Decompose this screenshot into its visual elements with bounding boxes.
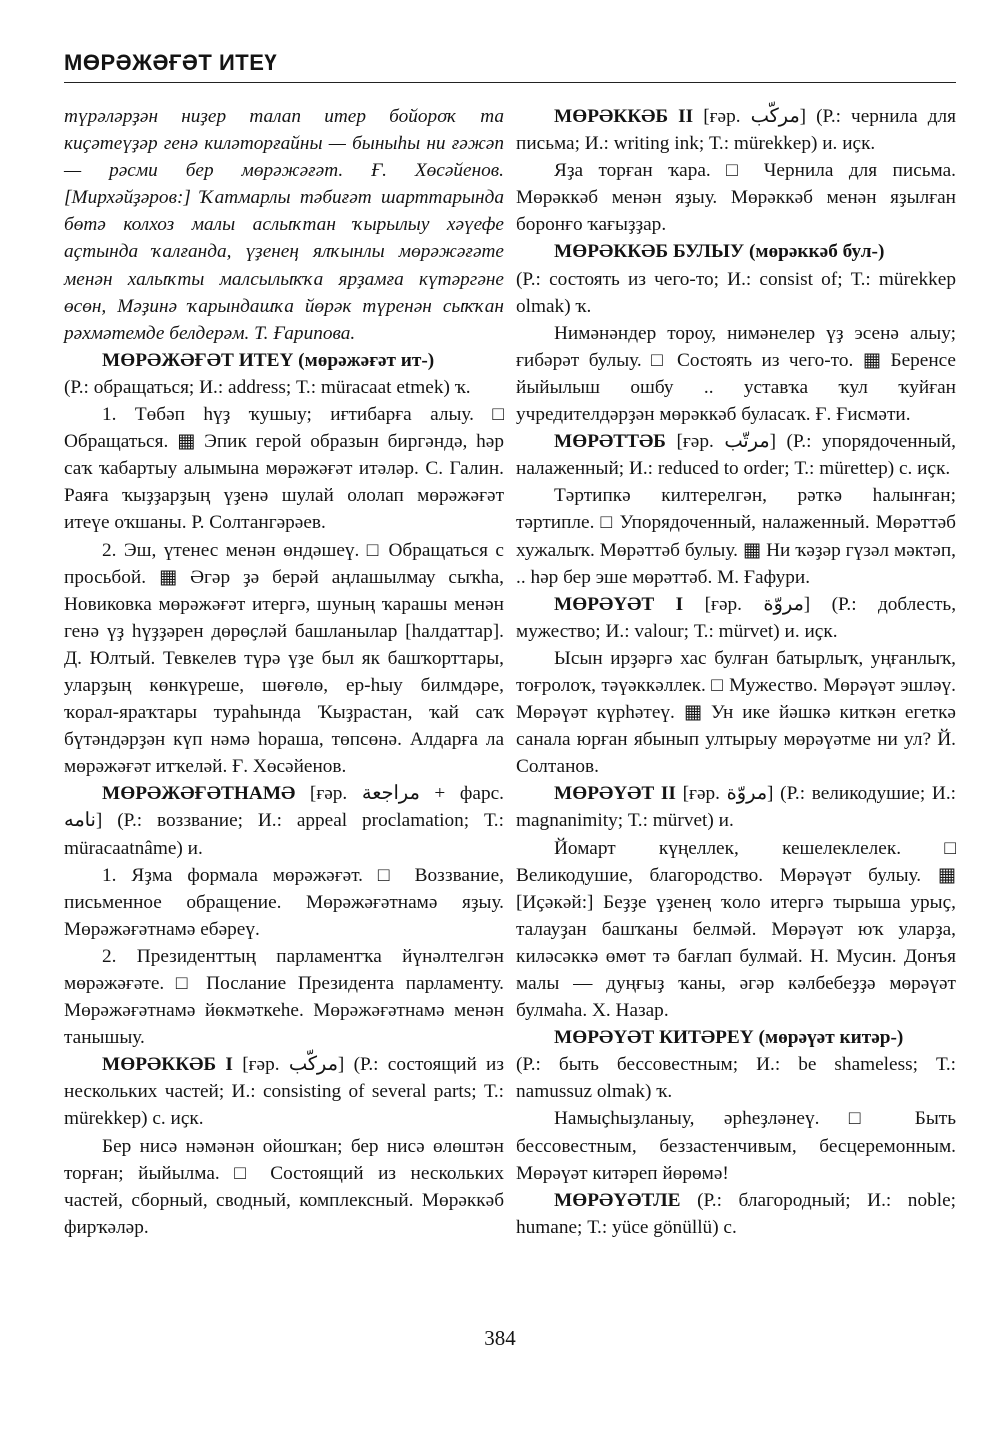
headword: МӨРӘЖӘҒӘТНАМӘ [102, 783, 296, 805]
grammar-note: [ғәр. مراجعة + фарс. نامه] (Р.: воззвание; И.: appeal proclamation; Т.: müracaatnâme) и. [64, 783, 504, 859]
left-column [64, 103, 504, 1241]
continued-paragraph: түрәләрҙән ниҙер талап итер бойороҡ та киҫәтеүҙәр генә киләторғайны — быныһы ни ғәжәп — рәсми бер мөрәжәғәт. Ғ. Хөсәйенов. [Мирхәйҙәров:] Ҡатмарлы тәбиғәт шарттарында бөтә колхоз малы аслыҡтан ҡырылыу хәүефе аҫтында ҡалғанда, үҙенең ялҡынлы мөрәжәғәте менән халыҡты малсылыҡҡа ярҙамға күтәргәне өсөн, Мәҙинә ҡарындашҡа йөрәк түренән сыҡҡан рәхмәтемде белдерәм. Т. Ғарипова. [64, 106, 504, 344]
headword: МӨРӘҮӘТ I [554, 593, 684, 615]
sense-text: Яҙа торған ҡара. □ Чернила для письма. Мөрәккәб менән яҙыу. Мөрәккәб менән яҙылған боронғо ҡағыҙҙар. [516, 160, 956, 236]
headword: МӨРӘККӘБ БУЛЫУ (мөрәккәб бул-) [554, 241, 885, 263]
sense-2: 2. Эш, үтенес менән өндәшеү. □ Обращаться с просьбой. ▦ Әгәр ҙә берәй аңлашылмау сыҡһа, Новиковка мөрәжәғәт итергә, шуның ҡарашы менән генә үҙ һүҙҙәрен дөрөҫләй башланылар [һалдаттар]. Д. Юлтый. Тевкелев түрә үҙе был як башҡорттары, уларҙың көнкүреше, шөғөлө, ер-һыу билмдәре, ҡорал-яраҡтары тураһында Ҡыҙрастан, ҡай саҡ бүтәндәрҙән күп нәмә һораша, төпсөнә. Алдарға ла мөрәжәғәт итҡеләй. Ғ. Хөсәйенов. [64, 539, 504, 778]
grammar-note: [ғәр. مروّة] (Р.: доблесть, мужество; И.: valour; Т.: mürvet) и. иҫк. [516, 593, 957, 642]
header-rule [64, 82, 956, 83]
sense-text: Бер нисә нәмәнән ойошҡан; бер нисә өлөштән торған; йыйылма. □ Состоящий из нескольких частей, сборный, сводный, комплексный. Мөрәккәб фирҡәләр. [64, 1135, 504, 1238]
headword: МӨРӘККӘБ II [554, 106, 694, 127]
sense-text: Намыҫһыҙланыу, әрһеҙләнеү. □ Быть бессовестным, беззастенчивым, бесцеремонным. Мөрәүәт китәреп йөрөмә! [516, 1108, 956, 1184]
grammar-note: (Р.: состоять из чего-то; И.: consist of; Т.: mürekkep olmak) ҡ. [516, 268, 956, 317]
headword: МӨРӘҮӘТЛЕ [554, 1189, 681, 1211]
entry-morauat-2 [516, 780, 956, 834]
running-header [64, 50, 956, 76]
sense-text: Йомарт күңеллек, кешелеклелек. □ Великодушие, благородство. Мөрәүәт булыу. ▦ [Иҫәкәй:] Беҙҙе үҙенең ҡоло итергә тырыша урыҫ, талауҙан башҡаны белмәй. Мөрәүәт юҡ уларҙа, киләсәккә өмөт тә бағлап булмай. Н. Мусин. Донъя малы — дуңғыҙ ҡаны, әгәр кәлбебеҙҙә мөрәүәт булмаһа. Х. Назар. [516, 837, 956, 1022]
entry-morauat-kitareu [516, 1024, 956, 1051]
sense-text: Тәртипкә килтерелгән, рәткә һалынған; тәртипле. □ Упорядоченный, налаженный. Мөрәттәб хужалыҡ. Мөрәттәб булыу. ▦ Ни ҡәҙәр гүзәл мәктәп, .. һәр бер эше мөрәттәб. М. Ғафури. [516, 485, 956, 588]
entry-morakkab-buluu [516, 238, 956, 265]
headword: МӨРӘҮӘТ КИТӘРЕҮ (мөрәүәт китәр-) [554, 1027, 904, 1049]
entry-moraazhagat-iteu [64, 347, 504, 374]
grammar-note: [ғәр. مرتّب] (Р.: упорядоченный, налаженный; И.: reduced to order; Т.: mürettep) с. иҫк. [516, 431, 956, 480]
headword: МӨРӘҮӘТ II [554, 783, 676, 805]
entry-morattab [516, 428, 956, 482]
sense-2: 2. Президенттың парламентҡа йүнәлтелгән мөрәжәғәте. □ Послание Президента парламенту. Мөрәжәғәтнамә йөкмәткеһе. Мөрәжәғәтнамә менән танышыу. [64, 945, 504, 1049]
entry-morauat-1 [516, 591, 956, 645]
grammar-note: (Р.: обращаться; И.: address; Т.: müracaat etmek) ҡ. [64, 376, 471, 398]
headword: МӨРӘККӘБ I [102, 1054, 233, 1076]
page-number: 384 [484, 1326, 516, 1350]
grammar-note: (Р.: благородный; И.: noble; humane; Т.: yüce gönüllü) с. [516, 1189, 956, 1238]
sense-1: 1. Яҙма формала мөрәжәғәт. □ Воззвание, письменное обращение. Мөрәжәғәтнамә яҙыу. Мөрәжәғәтнамә ебәреү. [64, 864, 504, 940]
sense-text: Нимәнәндер тороу, нимәнелер үҙ эсенә алыу; ғибәрәт булыу. □ Состоять из чего-то. ▦ Беренсе йыйылыш ошбу .. уставҡа ҡул ҡуйған учредителдәрҙән мөрәккәб буласаҡ. Ғ. Ғисмәти. [516, 322, 956, 426]
headword: МӨРӘЖӘҒӘТ ИТЕҮ (мөрәжәғәт ит-) [102, 349, 435, 371]
entry-morakkab-2 [516, 103, 956, 157]
sense-1: 1. Төбәп һүҙ ҡушыу; иғтибарға алыу. □ Обращаться. ▦ Эпик герой образын биргәндә, һәр саҡ ҡабартыу алымына мөрәжәғәт итәләр. С. Галин. Раяға ҡыҙҙарҙың үҙенә шулай ололап мөрәжәғәт итеүе оҡшаны. Р. Солтангәрәев. [64, 404, 504, 534]
entry-moraazhagatnama [64, 780, 504, 861]
headword: МӨРӘТТӘБ [554, 431, 666, 453]
entry-morauatle [516, 1187, 956, 1241]
header-title: МӨРӘЖӘҒӘТ ИТЕҮ [64, 50, 278, 75]
entry-morakkab-1 [64, 1051, 504, 1132]
grammar-note: [ғәр. مركّب] (Р.: состоящий из нескольких частей; И.: consisting of several parts; Т.: mürekkep) с. иҫк. [64, 1054, 504, 1130]
grammar-note: (Р.: быть бессовестным; И.: be shameless; Т.: namussuz olmak) ҡ. [516, 1054, 956, 1103]
sense-text: Ысын ирҙәргә хас булған батырлыҡ, уңғанлыҡ, тоғролоҡ, тәүәккәллек. □ Мужество. Мөрәүәт эшләү. Мөрәүәт күрһәтеү. ▦ Ун ике йәшкә киткән егеткә санала юрған ябынып ултырыу мөрәүәтме ни ул? Й. Солтанов. [516, 647, 956, 778]
grammar-note: [ғәр. مركّب] (Р.: чернила для письма; И.: writing ink; Т.: mürekkep) и. иҫк. [516, 106, 957, 155]
grammar-note: [ғәр. مروّة] (Р.: великодушие; И.: magnanimity; Т.: mürvet) и. [516, 783, 957, 832]
right-column [516, 103, 956, 1241]
